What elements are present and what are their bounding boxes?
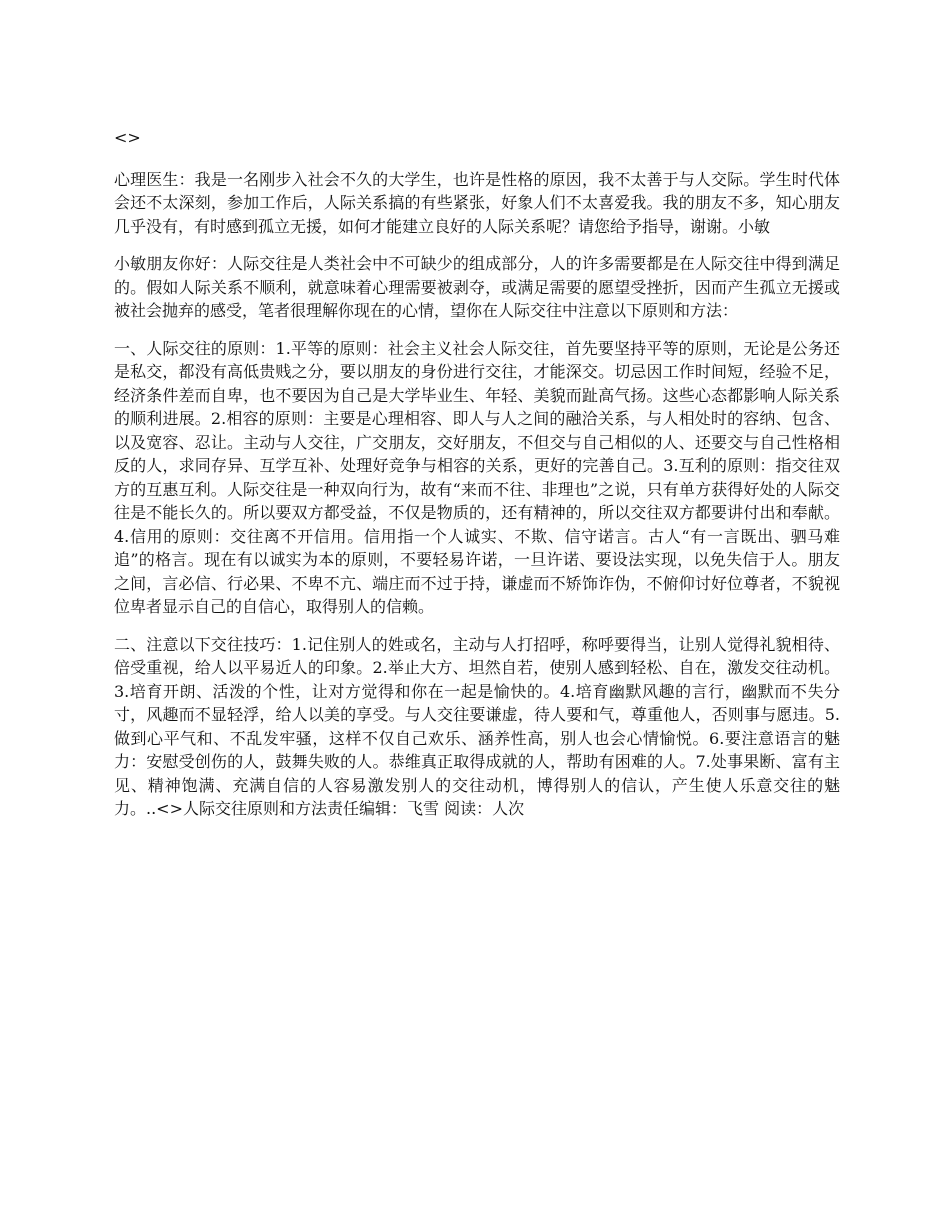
- paragraph-techniques: 二、注意以下交往技巧：1.记住别人的姓或名，主动与人打招呼，称呼要得当，让别人觉得礼貌相待、倍受重视，给人以平易近人的印象。2.举止大方、坦然自若，使别人感到轻松、自在，激发交往动机。3.培育开朗、活泼的个性，让对方觉得和你在一起是愉快的。4.培育幽默风趣的言行，幽默而不失分寸，风趣而不显轻浮，给人以美的享受。与人交往要谦虚，待人要和气，尊重他人，否则事与愿违。5.做到心平气和、不乱发牢骚，这样不仅自己欢乐、涵养性高，别人也会心情愉悦。6.要注意语言的魅力：安慰受创伤的人，鼓舞失败的人。恭维真正取得成就的人，帮助有困难的人。7.处事果断、富有主见、精神饱满、充满自信的人容易激发别人的交往动机，博得别人的信认，产生使人乐意交往的魅力。..<>人际交往原则和方法责任编辑：飞雪 阅读：人次: [114, 634, 840, 818]
- document-body: [114, 126, 840, 835]
- paragraph-principles: 一、人际交往的原则：1.平等的原则：社会主义社会人际交往，首先要坚持平等的原则，无论是公务还是私交，都没有高低贵贱之分，要以朋友的身份进行交往，才能深交。切忌因工作时间短，经验不足，经济条件差而自卑，也不要因为自己是大学毕业生、年轻、美貌而趾高气扬。这些心态都影响人际关系的顺利进展。2.相容的原则：主要是心理相容、即人与人之间的融洽关系，与人相处时的容纳、包含、以及宽容、忍让。主动与人交往，广交朋友，交好朋友，不但交与自己相似的人、还要交与自己性格相反的人，求同存异、互学互补、处理好竞争与相容的关系，更好的完善自己。3.互利的原则：指交往双方的互惠互利。人际交往是一种双向行为，故有“来而不往、非理也”之说，只有单方获得好处的人际交往是不能长久的。所以要双方都受益，不仅是物质的，还有精神的，所以交往双方都要讲付出和奉献。4.信用的原则：交往离不开信用。信用指一个人诚实、不欺、信守诺言。古人“有一言既出、驷马难追”的格言。现在有以诚实为本的原则，不要轻易许诺，一旦许诺、要设法实现，以免失信于人。朋友之间，言必信、行必果、不卑不亢、端庄而不过于持，谦虚而不矫饰诈伪，不俯仰讨好位尊者，不貌视位卑者显示自己的自信心，取得别人的信赖。: [114, 338, 840, 616]
- top-marker: <>: [114, 128, 141, 147]
- paragraph-question: 心理医生：我是一名刚步入社会不久的大学生，也许是性格的原因，我不太善于与人交际。学生时代体会还不太深刻，参加工作后，人际关系搞的有些紧张，好象人们不太喜爱我。我的朋友不多，知心朋友几乎没有，有时感到孤立无援，如何才能建立良好的人际关系呢？请您给予指导，谢谢。小敏: [114, 169, 840, 236]
- paragraph-greeting: 小敏朋友你好：人际交往是人类社会中不可缺少的组成部分，人的许多需要都是在人际交往中得到满足的。假如人际关系不顺利，就意味着心理需要被剥夺，或满足需要的愿望受挫折，因而产生孤立无援或被社会抛弃的感受，笔者很理解你现在的心情，望你在人际交往中注意以下原则和方法：: [114, 254, 840, 320]
